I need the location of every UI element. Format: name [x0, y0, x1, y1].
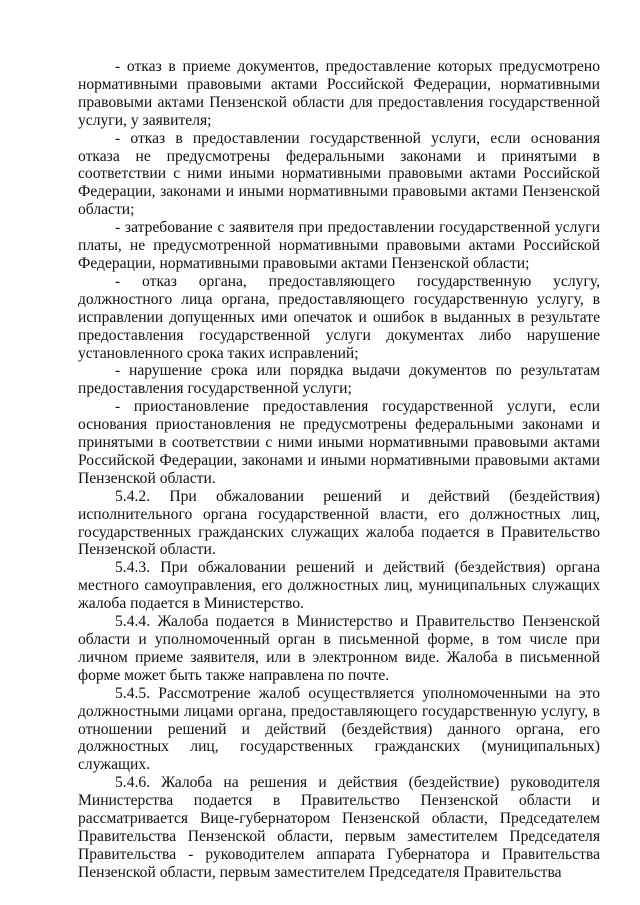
paragraph-5-4-2: 5.4.2. При обжаловании решений и действий (бездействия) исполнительного органа государственной власти, его должностных лиц, государственных гражданских служащих жалоба подается в Правительство Пензенской области. [78, 487, 600, 559]
paragraph-fee-demand: - затребование с заявителя при предоставлении государственной услуги платы, не предусмотренной нормативными правовыми актами Российской Федерации, нормативными правовыми актами Пензенской области; [78, 219, 600, 272]
paragraph-suspension: - приостановление предоставления государственной услуги, если основания приостановления не предусмотрены федеральными законами и принятыми в соответствии с ними иными нормативными правовыми актами Российской Федерации, законами и иными нормативными правовыми актами Пензенской области. [78, 398, 600, 487]
paragraph-5-4-4: 5.4.4. Жалоба подается в Министерство и Правительство Пензенской области и уполномоченный орган в письменной форме, в том числе при личном приеме заявителя, или в электронном виде. Жалоба в письменной форме может быть также направлена по почте. [78, 613, 600, 684]
paragraph-5-4-3: 5.4.3. При обжаловании решений и действий (бездействия) органа местного самоуправления, его должностных лиц, муниципальных служащих жалоба подается в Министерство. [78, 559, 600, 613]
paragraph-5-4-5: 5.4.5. Рассмотрение жалоб осуществляется уполномоченными на это должностными лицами органа, предоставляющего государственную услугу, в отношении решений и действий (бездействия) данного органа, его должностных лиц, государственных гражданских (муниципальных) служащих. [78, 684, 600, 774]
paragraph-5-4-6: 5.4.6. Жалоба на решения и действия (бездействие) руководителя Министерства подается в Правительство Пензенской области и рассматривается Вице-губернатором Пензенской области, Председателем Правительства Пензенской области, первым заместителем Председателя Правительства - руководителем аппарата Губернатора и Правительства Пензенской области, первым заместителем Председателя Правительства [78, 774, 600, 881]
paragraph-refusal-service: - отказ в предоставлении государственной услуги, если основания отказа не предусмотрены федеральными законами и принятыми в соответствии с ними иными нормативными правовыми актами Российской Федерации, законами и иными нормативными правовыми актами Пензенской области; [78, 129, 600, 219]
paragraph-delivery-violation: - нарушение срока или порядка выдачи документов по результатам предоставления государственной услуги; [78, 362, 600, 398]
paragraph-refusal-documents: - отказ в приеме документов, предоставление которых предусмотрено нормативными правовыми актами Российской Федерации, нормативными правовыми актами Пензенской области для предоставления государственной услуги, у заявителя; [78, 58, 600, 129]
paragraph-refusal-corrections: - отказ органа, предоставляющего государственную услугу, должностного лица органа, предоставляющего государственную услугу, в исправлении допущенных ими опечаток и ошибок в выданных в результате предоставления государственной услуги документах либо нарушение установленного срока таких исправлений; [78, 272, 600, 362]
